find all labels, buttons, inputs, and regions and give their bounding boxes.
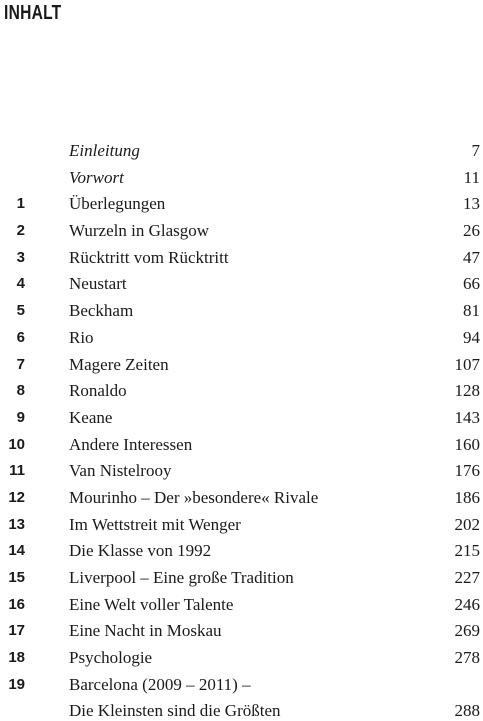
- chapter-number: 2: [16, 222, 25, 240]
- chapter-page: 26: [463, 221, 480, 241]
- chapter-page: 176: [454, 461, 480, 481]
- toc-chapter-14: [0, 539, 483, 566]
- chapter-number: 8: [16, 382, 25, 400]
- toc-entry-title: Einleitung: [69, 141, 140, 160]
- toc-entry-title: Vorwort: [69, 167, 124, 187]
- toc-chapter-19: [0, 673, 483, 721]
- chapter-title: Beckham: [69, 301, 134, 321]
- toc-chapter-5: [0, 299, 483, 326]
- page-heading: INHALT: [4, 2, 62, 24]
- toc-chapter-13: [0, 513, 483, 540]
- chapter-title: Rio: [69, 327, 94, 347]
- chapter-title: Überlegungen: [69, 194, 166, 214]
- chapter-title: Die Klasse von 1992: [69, 541, 212, 561]
- chapter-title: Ronaldo: [69, 381, 127, 401]
- chapter-title: Liverpool – Eine große Tradition: [69, 568, 294, 587]
- chapter-page: 227: [454, 568, 480, 587]
- chapter-title: Andere Interessen: [69, 434, 193, 454]
- chapter-title: Neustart: [69, 274, 127, 294]
- toc-chapter-7: [0, 353, 483, 380]
- chapter-page: 288: [454, 700, 480, 720]
- chapter-number: 10: [8, 435, 25, 453]
- toc-chapter-6: [0, 326, 483, 353]
- chapter-number: 7: [16, 355, 25, 373]
- chapter-title: Wurzeln in Glasgow: [69, 221, 210, 241]
- chapter-title: Im Wettstreit mit Wenger: [69, 514, 241, 534]
- chapter-number: 4: [16, 275, 25, 293]
- chapter-title: Keane: [69, 407, 113, 427]
- chapter-page: 13: [463, 194, 480, 214]
- chapter-page: 215: [454, 541, 480, 561]
- chapter-number: 11: [9, 462, 25, 480]
- chapter-number: 1: [16, 195, 25, 213]
- toc-chapter-18: [0, 646, 483, 673]
- toc-chapter-17: [0, 619, 483, 646]
- chapter-number: 18: [8, 649, 25, 667]
- chapter-number: 3: [16, 248, 25, 266]
- chapter-page: 202: [454, 514, 480, 534]
- chapter-page: 81: [463, 301, 480, 321]
- chapter-title: Van Nistelrooy: [69, 461, 172, 481]
- chapter-page: 186: [454, 487, 480, 507]
- chapter-number: 14: [8, 542, 25, 560]
- chapter-number: 6: [16, 328, 25, 346]
- chapter-number: 13: [8, 515, 25, 533]
- toc-chapter-1: [0, 192, 483, 219]
- toc-chapter-4: [0, 272, 483, 299]
- chapter-page: 143: [454, 407, 480, 427]
- chapter-number: 17: [8, 622, 25, 640]
- toc-chapter-16: [0, 593, 483, 620]
- toc-chapter-2: [0, 219, 483, 246]
- toc-entry-page: 7: [471, 141, 480, 160]
- table-of-contents: [0, 139, 483, 721]
- chapter-title: Magere Zeiten: [69, 354, 169, 374]
- toc-chapter-11: [0, 459, 483, 486]
- chapter-page: 107: [454, 354, 480, 374]
- chapter-page: 160: [454, 434, 480, 454]
- chapter-page: 66: [463, 274, 480, 294]
- chapter-title: Eine Nacht in Moskau: [69, 621, 222, 641]
- chapter-page: 278: [454, 648, 480, 668]
- toc-entry-vorwort: [0, 166, 483, 193]
- chapter-title: Mourinho – Der »besondere« Rivale: [69, 487, 319, 507]
- toc-chapter-9: [0, 406, 483, 433]
- chapter-number: 19: [8, 675, 25, 693]
- chapter-number: 12: [8, 488, 25, 506]
- chapter-page: 246: [454, 594, 480, 614]
- toc-chapter-15: [0, 566, 483, 593]
- chapter-title-line1: Barcelona (2009 – 2011) –: [69, 674, 251, 694]
- chapter-page: 269: [454, 621, 480, 641]
- toc-chapter-8: [0, 379, 483, 406]
- chapter-page: 128: [454, 381, 480, 401]
- toc-entry-page: 11: [463, 167, 480, 187]
- toc-chapter-3: [0, 246, 483, 273]
- chapter-number: 9: [16, 408, 25, 426]
- chapter-number: 16: [8, 595, 25, 613]
- toc-chapter-12: [0, 486, 483, 513]
- toc-chapter-10: [0, 433, 483, 460]
- chapter-page: 94: [463, 327, 480, 347]
- toc-entry-einleitung: [0, 139, 483, 166]
- chapter-title: Eine Welt voller Talente: [69, 594, 234, 614]
- chapter-title: Psychologie: [69, 648, 153, 668]
- chapter-page: 47: [463, 247, 480, 267]
- chapter-title-line2: Die Kleinsten sind die Größten: [69, 700, 281, 720]
- chapter-number: 15: [8, 569, 25, 586]
- chapter-title: Rücktritt vom Rücktritt: [69, 247, 229, 267]
- chapter-number: 5: [16, 302, 25, 320]
